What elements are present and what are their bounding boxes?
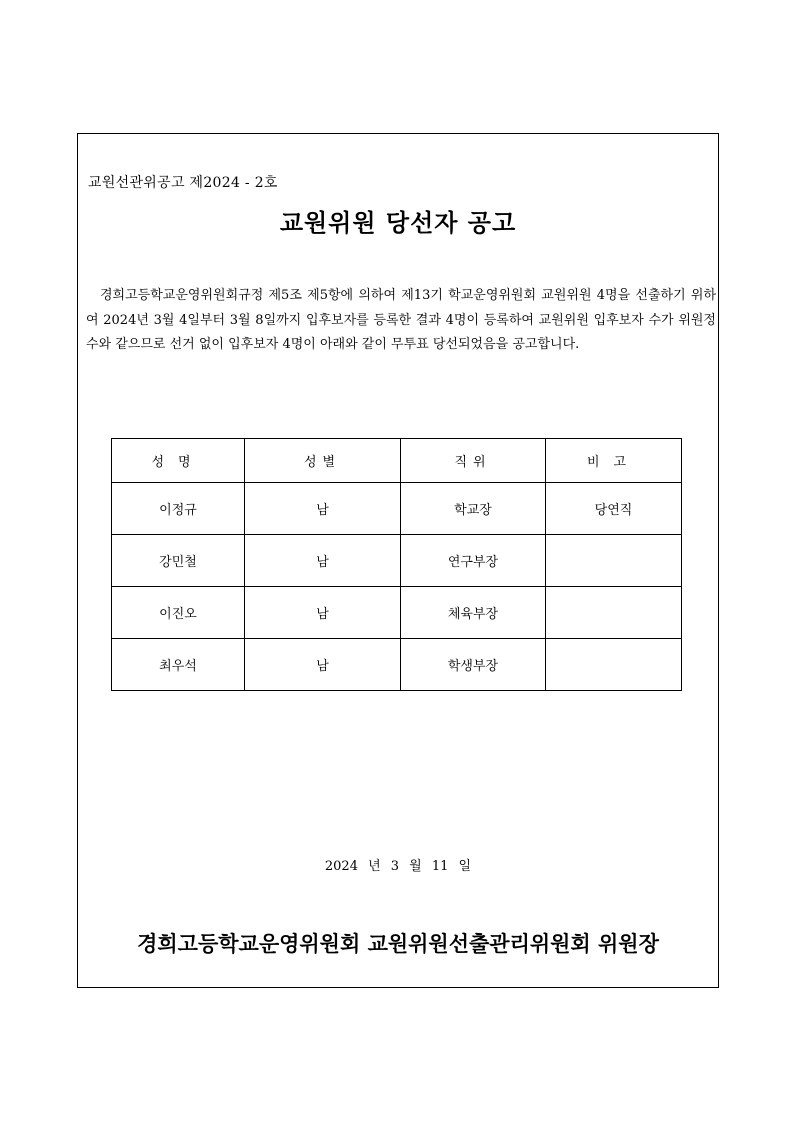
cell-remarks bbox=[546, 587, 682, 639]
table-row bbox=[112, 587, 682, 639]
cell-position: 연구부장 bbox=[401, 535, 546, 587]
table-row bbox=[112, 639, 682, 691]
cell-gender: 남 bbox=[245, 639, 401, 691]
cell-gender: 남 bbox=[245, 587, 401, 639]
cell-position: 체육부장 bbox=[401, 587, 546, 639]
cell-name: 이진오 bbox=[112, 587, 245, 639]
cell-position: 학교장 bbox=[401, 483, 546, 535]
cell-gender: 남 bbox=[245, 535, 401, 587]
cell-remarks bbox=[546, 535, 682, 587]
page-title: 교원위원 당선자 공고 bbox=[279, 209, 517, 237]
table-row bbox=[112, 483, 682, 535]
signer: 경희고등학교운영위원회 교원위원선출관리위원회 위원장 bbox=[137, 932, 659, 956]
cell-remarks bbox=[546, 639, 682, 691]
table-header-row bbox=[112, 439, 682, 483]
table-row bbox=[112, 535, 682, 587]
cell-remarks: 당연직 bbox=[546, 483, 682, 535]
announcement-date: 2024 년 3 월 11 일 bbox=[324, 859, 472, 874]
header-remarks: 비고 bbox=[546, 439, 682, 483]
header-gender: 성별 bbox=[245, 439, 401, 483]
cell-name: 이정규 bbox=[112, 483, 245, 535]
announcement-body: 경희고등학교운영위원회규정 제5조 제5항에 의하여 제13기 학교운영위원회 교원위원 4명을 선출하기 위하여 2024년 3월 4일부터 3월 8일까지 입후보자를 등록한 결과 4명이 등록하여 교원위원 입후보자 수가 위원정수와 같으므로 선거 없이 입후보자 4명이 아래와 같이 무투표 당선되었음을 공고합니다. bbox=[86, 288, 716, 352]
candidate-table bbox=[111, 438, 682, 691]
cell-name: 강민철 bbox=[112, 535, 245, 587]
cell-gender: 남 bbox=[245, 483, 401, 535]
header-name: 성명 bbox=[112, 439, 245, 483]
cell-name: 최우석 bbox=[112, 639, 245, 691]
cell-position: 학생부장 bbox=[401, 639, 546, 691]
notice-number: 교원선관위공고 제2024 - 2호 bbox=[88, 175, 278, 191]
header-position: 직위 bbox=[401, 439, 546, 483]
